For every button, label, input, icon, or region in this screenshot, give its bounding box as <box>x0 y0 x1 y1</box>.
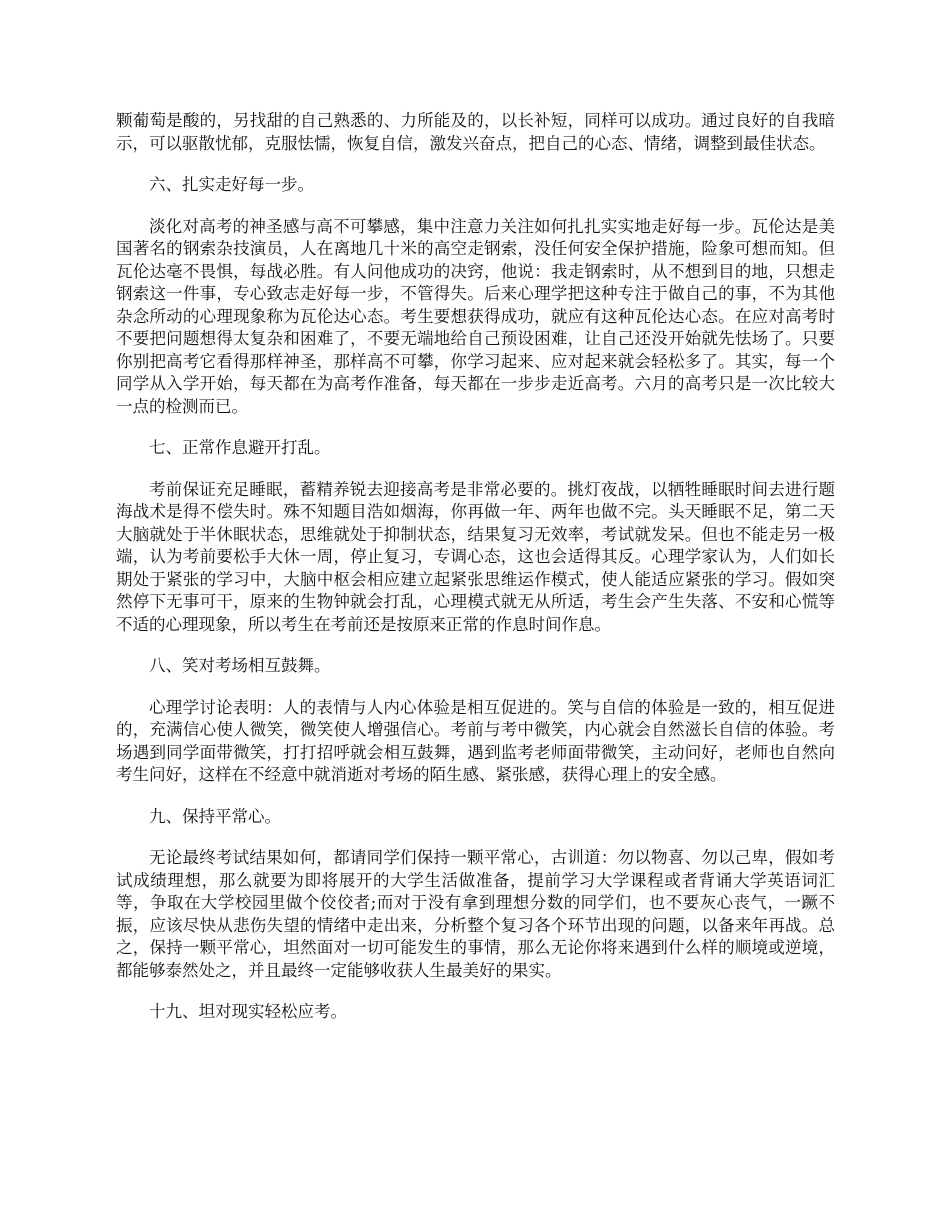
section-heading-7: 七、正常作息避开打乱。 <box>149 438 331 457</box>
paragraph-section-9: 无论最终考试结果如何，都请同学们保持一颗平常心，古训道：勿以物喜、勿以己卑，假如考试成绩理想，那么就要为即将展开的大学生活做准备，提前学习大学课程或者背诵大学英语词汇等，争取在大学校园里做个佼佼者;而对于没有拿到理想分数的同学们，也不要灰心丧气，一蹶不振，应该尽快从悲伤失望的情绪中走出来，分析整个复习各个环节出现的问题，以备来年再战。总之，保持一颗平常心，坦然面对一切可能发生的事情，那么无论你将来遇到什么样的顺境或逆境，都能够泰然处之，并且最终一定能够收获人生最美好的果实。 <box>116 848 835 980</box>
section-heading-9: 九、保持平常心。 <box>149 806 281 826</box>
paragraph-section-8: 心理学讨论表明：人的表情与人内心体验是相互促进的。笑与自信的体验是一致的，相互促进的，充满信心使人微笑，微笑使人增强信心。考前与考中微笑，内心就会自然滋长自信的体验。考场遇到同学面带微笑，打打招呼就会相互鼓舞，遇到监考老师面带微笑，主动问好，老师也自然向考生问好，这样在不经意中就消逝对考场的陌生感、紧张感，获得心理上的安全感。 <box>116 697 835 784</box>
section-heading-8: 八、笑对考场相互鼓舞。 <box>149 656 331 675</box>
paragraph-intro: 颗葡萄是酸的，另找甜的自己熟悉的、力所能及的，以长补短，同样可以成功。通过良好的自我暗示，可以驱散忧郁，克服怯懦，恢复自信，激发兴奋点，把自己的心态、情绪，调整到最佳状态。 <box>116 111 835 153</box>
document-page <box>116 110 835 1043</box>
paragraph-section-7: 考前保证充足睡眠，蓄精养锐去迎接高考是非常必要的。挑灯夜战，以牺牲睡眠时间去进行题海战术是得不偿失时。殊不知题目浩如烟海，你再做一年、两年也做不完。头天睡眠不足，第二天大脑就处于半休眠状态，思维就处于抑制状态，结果复习无效率，考试就发呆。但也不能走另一极端，认为考前要松手大休一周，停止复习，专调心态，这也会适得其反。心理学家认为，人们如长期处于紧张的学习中，大脑中枢会相应建立起紧张思维运作模式，使人能适应紧张的学习。假如突然停下无事可干，原来的生物钟就会打乱，心理模式就无从所适，考生会产生失落、不安和心慌等不适的心理现象，所以考生在考前还是按原来正常的作息时间作息。 <box>116 479 835 634</box>
section-heading-19: 十九、坦对现实轻松应考。 <box>149 1002 347 1021</box>
section-heading-6: 六、扎实走好每一步。 <box>149 175 314 194</box>
paragraph-section-6: 淡化对高考的神圣感与高不可攀感，集中注意力关注如何扎扎实实地走好每一步。瓦伦达是美国著名的钢索杂技演员，人在离地几十米的高空走钢索，没任何安全保护措施，险象可想而知。但瓦伦达毫不畏惧，每战必胜。有人问他成功的决窍，他说：我走钢索时，从不想到目的地，只想走钢索这一件事，专心致志走好每一步，不管得失。后来心理学把这种专注于做自己的事，不为其他杂念所动的心理现象称为瓦伦达心态。考生要想获得成功，就应有这种瓦伦达心态。在应对高考时不要把问题想得太复杂和困难了，不要无端地给自己预设困难，让自己还没开始就先怯场了。只要你别把高考它看得那样神圣，那样高不可攀，你学习起来、应对起来就会轻松多了。其实，每一个同学从入学开始，每天都在为高考作准备，每天都在一步步走近高考。六月的高考只是一次比较大一点的检测而已。 <box>116 216 835 416</box>
